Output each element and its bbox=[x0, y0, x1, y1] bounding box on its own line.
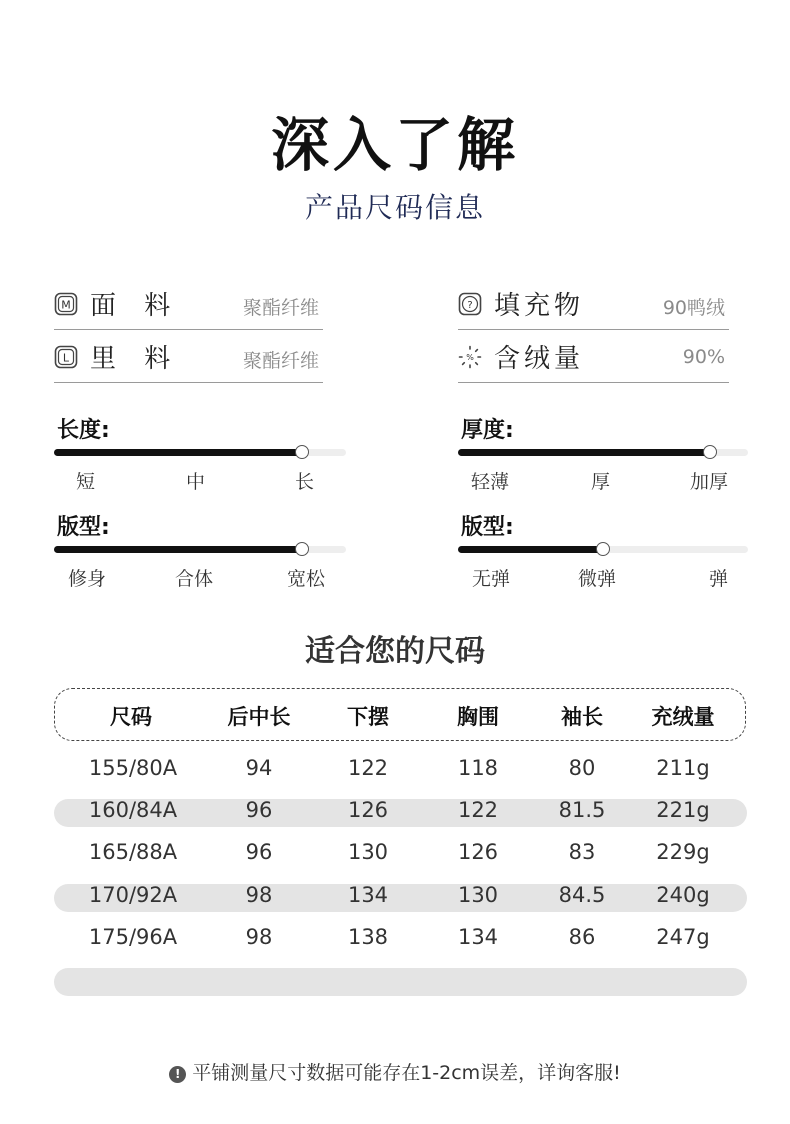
table-cell: 122 bbox=[347, 756, 389, 780]
table-row bbox=[54, 841, 747, 869]
table-cell: 170/92A bbox=[88, 883, 178, 907]
table-row bbox=[54, 884, 747, 912]
slider-fill bbox=[54, 449, 302, 456]
length-slider-ticks bbox=[54, 467, 346, 493]
column-header-down-fill: 充绒量 bbox=[651, 705, 715, 729]
thickness-slider bbox=[458, 449, 748, 456]
table-row bbox=[54, 926, 747, 954]
svg-text:L: L bbox=[62, 351, 70, 365]
table-cell: 211g bbox=[656, 756, 710, 780]
table-cell: 134 bbox=[347, 883, 389, 907]
attribute-down-content bbox=[458, 342, 729, 383]
column-header-size: 尺码 bbox=[110, 705, 152, 729]
slider-fill bbox=[54, 546, 302, 553]
slider-tick-label: 修身 bbox=[68, 568, 107, 590]
table-cell: 98 bbox=[245, 925, 273, 949]
slider-tick-label: 宽松 bbox=[287, 568, 326, 590]
page-subtitle: 产品尺码信息 bbox=[304, 191, 485, 224]
table-cell: 229g bbox=[656, 840, 710, 864]
slider-knob bbox=[295, 445, 309, 459]
attribute-value: 90% bbox=[682, 346, 725, 368]
column-header-back-length: 后中长 bbox=[227, 705, 291, 729]
thickness-slider-ticks bbox=[458, 467, 748, 493]
percent-gauge-icon bbox=[458, 345, 482, 369]
svg-text:?: ? bbox=[467, 300, 473, 311]
svg-text:M: M bbox=[61, 298, 71, 312]
slider-fill bbox=[458, 449, 710, 456]
exclamation-icon: ! bbox=[169, 1066, 186, 1083]
page-title: 深入了解 bbox=[270, 111, 519, 179]
table-cell: 175/96A bbox=[88, 925, 178, 949]
table-cell: 130 bbox=[457, 883, 499, 907]
attribute-value: 聚酯纤维 bbox=[242, 350, 319, 372]
table-row bbox=[54, 757, 747, 785]
table-cell: 165/88A bbox=[88, 840, 178, 864]
table-cell: 126 bbox=[457, 840, 499, 864]
length-slider bbox=[54, 449, 346, 456]
attribute-fabric bbox=[54, 289, 323, 330]
table-cell: 96 bbox=[245, 840, 273, 864]
question-mark-icon bbox=[458, 292, 482, 316]
attribute-value: 90鸭绒 bbox=[662, 297, 725, 319]
svg-text:%: % bbox=[466, 353, 474, 363]
slider-title-elasticity: 版型: bbox=[461, 515, 514, 540]
slider-tick-label: 厚 bbox=[591, 471, 611, 493]
table-cell: 94 bbox=[245, 756, 273, 780]
l-letter-icon bbox=[54, 345, 78, 369]
slider-tick-label: 加厚 bbox=[690, 471, 729, 493]
elasticity-slider-ticks bbox=[458, 564, 748, 590]
slider-title-fit: 版型: bbox=[57, 515, 110, 540]
table-cell: 81.5 bbox=[558, 798, 606, 822]
slider-tick-label: 弹 bbox=[709, 568, 729, 590]
table-cell: 98 bbox=[245, 883, 273, 907]
elasticity-slider bbox=[458, 546, 748, 553]
slider-title-length: 长度: bbox=[57, 418, 110, 443]
slider-tick-label: 短 bbox=[76, 471, 96, 493]
slider-fill bbox=[458, 546, 603, 553]
size-section-title: 适合您的尺码 bbox=[305, 634, 485, 669]
table-cell: 126 bbox=[347, 798, 389, 822]
table-row-empty bbox=[54, 968, 747, 996]
slider-tick-label: 合体 bbox=[175, 568, 214, 590]
attribute-value: 聚酯纤维 bbox=[242, 297, 319, 319]
column-header-chest: 胸围 bbox=[457, 705, 499, 729]
m-letter-icon bbox=[54, 292, 78, 316]
table-row bbox=[54, 799, 747, 827]
table-cell: 134 bbox=[457, 925, 499, 949]
slider-title-thickness: 厚度: bbox=[461, 418, 514, 443]
size-table-header bbox=[54, 688, 746, 741]
table-cell: 83 bbox=[568, 840, 596, 864]
table-cell: 118 bbox=[457, 756, 499, 780]
table-cell: 160/84A bbox=[88, 798, 178, 822]
attribute-filling bbox=[458, 289, 729, 330]
slider-tick-label: 微弹 bbox=[578, 568, 617, 590]
table-cell: 130 bbox=[347, 840, 389, 864]
table-cell: 247g bbox=[656, 925, 710, 949]
slider-knob bbox=[703, 445, 717, 459]
table-cell: 122 bbox=[457, 798, 499, 822]
slider-knob bbox=[596, 542, 610, 556]
slider-tick-label: 轻薄 bbox=[471, 471, 510, 493]
table-cell: 155/80A bbox=[88, 756, 178, 780]
slider-tick-label: 无弹 bbox=[472, 568, 511, 590]
attribute-label: 里 料 bbox=[90, 344, 181, 374]
attribute-label: 含绒量 bbox=[494, 344, 585, 374]
slider-tick-label: 中 bbox=[186, 471, 206, 493]
slider-knob bbox=[295, 542, 309, 556]
column-header-sleeve: 袖长 bbox=[561, 705, 603, 729]
table-cell: 138 bbox=[347, 925, 389, 949]
table-cell: 86 bbox=[568, 925, 596, 949]
table-cell: 96 bbox=[245, 798, 273, 822]
table-cell: 221g bbox=[656, 798, 710, 822]
table-cell: 80 bbox=[568, 756, 596, 780]
column-header-hem: 下摆 bbox=[347, 705, 389, 729]
table-cell: 84.5 bbox=[558, 883, 606, 907]
measurement-note-text: 平铺测量尺寸数据可能存在1-2cm误差，详询客服! bbox=[192, 1062, 621, 1084]
attribute-label: 填充物 bbox=[494, 291, 585, 321]
attribute-label: 面 料 bbox=[90, 291, 181, 321]
slider-tick-label: 长 bbox=[295, 471, 315, 493]
fit-slider bbox=[54, 546, 346, 553]
table-cell: 240g bbox=[656, 883, 710, 907]
fit-slider-ticks bbox=[54, 564, 346, 590]
attribute-lining bbox=[54, 342, 323, 383]
measurement-note bbox=[0, 1058, 790, 1085]
